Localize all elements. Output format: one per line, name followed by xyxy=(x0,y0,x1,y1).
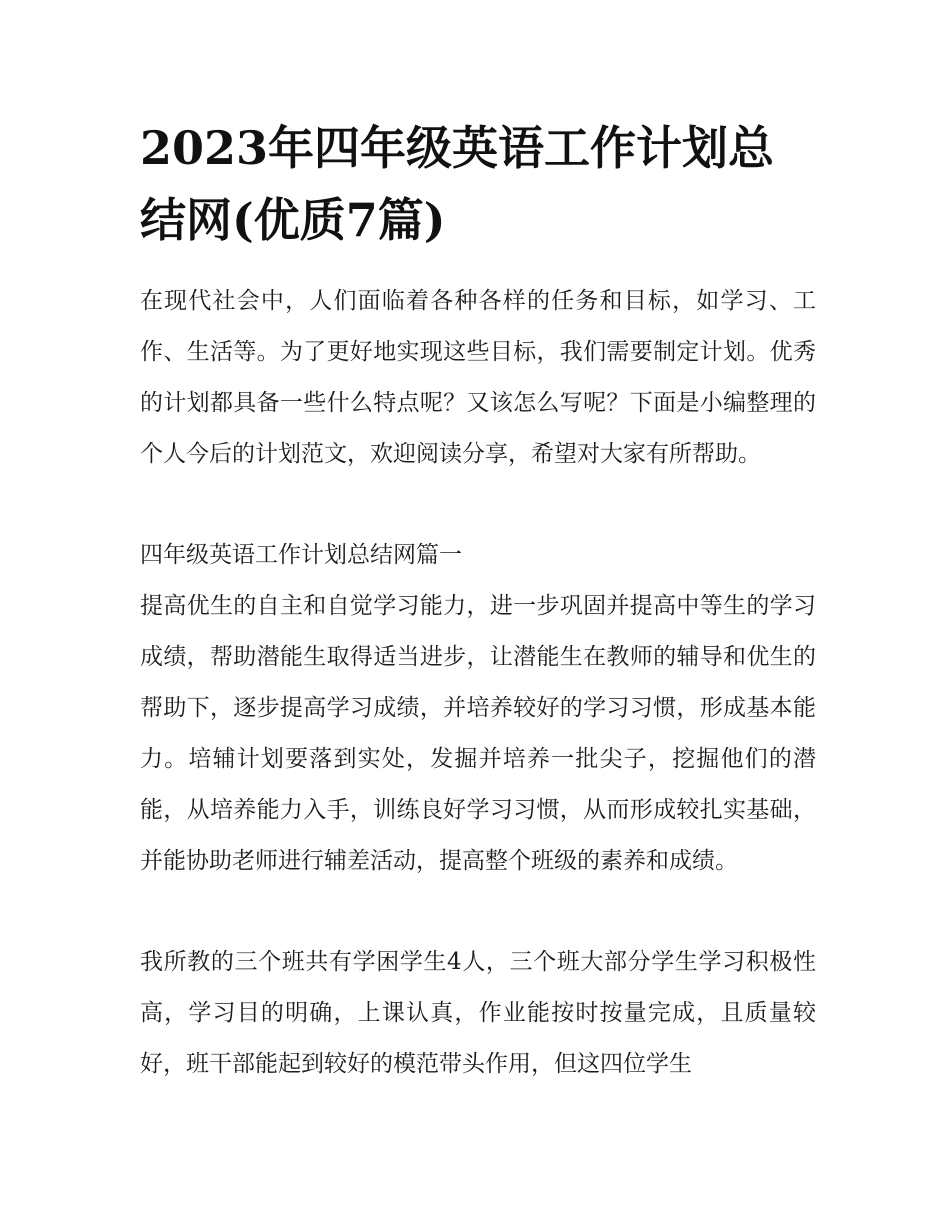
document-title: 2023年四年级英语工作计划总结网(优质7篇) xyxy=(140,121,775,247)
body-paragraph: 我所教的三个班共有学困学生4人，三个班大部分学生学习积极性高，学习目的明确，上课认真，作业能按时按量完成，且质量较好，班干部能起到较好的模范带头作用，但这四位学生 xyxy=(140,949,816,1077)
intro-paragraph: 在现代社会中，人们面临着各种各样的任务和目标，如学习、工作、生活等。为了更好地实现这些目标，我们需要制定计划。优秀的计划都具备一些什么特点呢？又该怎么写呢？下面是小编整理的个人今后的计划范文，欢迎阅读分享，希望对大家有所帮助。 xyxy=(140,288,816,467)
section-heading: 四年级英语工作计划总结网篇一 xyxy=(140,542,462,568)
body-paragraph: 提高优生的自主和自觉学习能力，进一步巩固并提高中等生的学习成绩，帮助潜能生取得适当进步，让潜能生在教师的辅导和优生的帮助下，逐步提高学习成绩，并培养较好的学习习惯，形成基本能力。培辅计划要落到实处，发掘并培养一批尖子，挖掘他们的潜能，从培养能力入手，训练良好学习习惯，从而形成较扎实基础，并能协助老师进行辅差活动，提高整个班级的素养和成绩。 xyxy=(140,593,816,874)
